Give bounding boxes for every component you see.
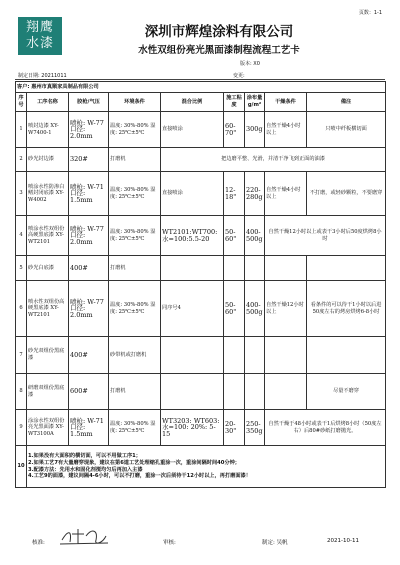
row-process: 研磨双组份黑底漆 [27, 374, 69, 410]
row-gun: 喷枪: W-77 口径: 2.0mm [69, 281, 109, 337]
row-gun: 喷枪: W-71 口径: 1.5mm [69, 172, 109, 216]
row-gun: 喷枪: W-77 口径: 2.0mm [69, 216, 109, 256]
row-dry-note: 自然干燥12小时以上或表干3小时后50度烘烤8小时 [265, 216, 386, 256]
row-env: 打磨机 [109, 148, 161, 172]
row-ratio: 直接喷涂 [161, 112, 224, 148]
row-viscosity: 60-70" [224, 112, 245, 148]
row-seq: 8 [16, 374, 27, 410]
notes-cell [27, 446, 386, 488]
row-seq: 1 [16, 112, 27, 148]
signature-image [58, 526, 110, 548]
table-row [16, 410, 386, 446]
header-dry: 干燥条件 [265, 93, 307, 112]
row-seq: 3 [16, 172, 27, 216]
table-row [16, 148, 386, 172]
header-divider [15, 79, 385, 80]
row-coverage: 300g [245, 112, 265, 148]
page-number: 页数：1-1 [358, 10, 382, 16]
row-note: 尽量不磨穿 [307, 374, 386, 410]
header-gun: 胶枪/气压 [69, 93, 109, 112]
row-note: 只喷中纤板横切面 [307, 112, 386, 148]
header-env: 环境条件 [109, 93, 161, 112]
logo-text-line2: 水漆 [25, 36, 54, 51]
header-viscosity: 施工粘度 [224, 93, 245, 112]
row-process: 喷涂水性防渗白鳝封闭底漆 XY-W4002 [27, 172, 69, 216]
table-row [16, 281, 386, 337]
row-seq: 4 [16, 216, 27, 256]
row-process: 砂光双组份黑底漆 [27, 337, 69, 374]
row-process: 喷水性双组份高硬黑底漆 XY-WT2101 [27, 281, 69, 337]
row-seq: 6 [16, 281, 27, 337]
row-gun: 400# [69, 256, 109, 281]
row-note: 看条件的可以待干1小时以后进50度左右的烤房烘烤6-8小时 [307, 281, 386, 337]
row-note: 不打磨，或轻砂颗粒，不要磨穿 [307, 172, 386, 216]
row-env: 打磨机 [109, 374, 161, 410]
approve-label: 核准: [32, 540, 45, 546]
row-gun: 喷枪: W-71 口径: 1.5mm [69, 410, 109, 446]
row-seq: 2 [16, 148, 27, 172]
row-ratio: WT3203: WT603: 水=100: 20%: 5-15 [161, 410, 224, 446]
row-env: 温度: 30%-80% 湿度: 25℃±5℃ [109, 281, 161, 337]
row-env: 砂带机或打磨机 [109, 337, 161, 374]
row-env: 温度: 30%-80% 湿度: 25℃±5℃ [109, 216, 161, 256]
table-row [16, 374, 386, 410]
row-viscosity: 50-60" [224, 281, 245, 337]
row-seq: 5 [16, 256, 27, 281]
note-line: 2.如果工艺7有大量磨穿现象，建议在第6道工艺处理缩孔重涂一次，重涂间隔时间40分钟； [28, 459, 240, 466]
logo-text-line1: 翔鹰 [25, 20, 54, 35]
header-seq: 序号 [16, 93, 27, 112]
row-merged-instruction: 把边磨平整、光滑，并清干净飞到正面的油漆 [161, 148, 386, 172]
row-seq: 7 [16, 337, 27, 374]
row-seq: 9 [16, 410, 27, 446]
note-line: 4.工艺9的面漆，建议间隔4-6小时，可以不打磨，重涂一次后须待干12小时以上，再打磨面漆！ [28, 473, 251, 480]
notes-seq: 10 [16, 446, 27, 488]
process-table [15, 81, 386, 488]
customer-name: 客户: 惠州市真顺家具制品有限公司 [16, 82, 386, 93]
row-dry: 自然干燥4小时以上 [265, 172, 307, 216]
row-env: 温度: 30%-80% 湿度: 25℃±5℃ [109, 410, 161, 446]
row-ratio: 直接喷涂 [161, 172, 224, 216]
table-row [16, 256, 386, 281]
table-header [16, 93, 386, 112]
row-coverage: 250-350g [245, 410, 265, 446]
note-line: 1.如果没有大面积的横切面，可以不用做工序1； [28, 453, 141, 460]
version-label: 版本: X0 [240, 61, 260, 67]
row-process: 砂光封边漆 [27, 148, 69, 172]
row-viscosity: 20-30" [224, 410, 245, 446]
row-viscosity: 50-60" [224, 216, 245, 256]
row-process: 喷封边漆 XY-W7400-1 [27, 112, 69, 148]
table-row [16, 337, 386, 374]
row-coverage: 400-500g [245, 216, 265, 256]
table-row [16, 112, 386, 148]
row-coverage: 220-280g [245, 172, 265, 216]
row-process: 涂涂水性双组份亮光黑面漆 XY-WT3100A [27, 410, 69, 446]
row-env: 温度: 30%-80% 湿度: 25℃±5℃ [109, 112, 161, 148]
row-dry: 自然干燥12小时以上 [265, 281, 307, 337]
table-row [16, 216, 386, 256]
customer-row [16, 82, 386, 93]
review-label: 审核: [163, 540, 176, 546]
row-env: 温度: 30%-80% 湿度: 25℃±5℃ [109, 172, 161, 216]
header-process: 工序名称 [27, 93, 69, 112]
row-ratio: 同序号4 [161, 281, 224, 337]
row-process: 喷涂水性双组份高硬黑底漆 XY-WT2101 [27, 216, 69, 256]
table-row [16, 172, 386, 216]
header-ratio: 混合比例 [161, 93, 224, 112]
row-process: 砂光白底漆 [27, 256, 69, 281]
row-ratio: WT2101:WT700:水=100:5.5-20 [161, 216, 224, 256]
row-env: 打磨机 [109, 256, 161, 281]
notes-row [16, 446, 386, 488]
row-viscosity: 12-18" [224, 172, 245, 216]
company-name: 深圳市辉煌涂料有限公司 [144, 24, 294, 40]
row-dry: 自然干燥4小时以上 [265, 112, 307, 148]
header-coverage: 涂布量g/m² [245, 93, 265, 112]
row-gun: 320# [69, 148, 109, 172]
note-line: 3.配漆方法：先用水和固化剂搅均匀后再加入主漆 [28, 466, 143, 473]
creation-date: 制定日期: 20211011 [18, 73, 67, 79]
row-coverage: 400-500g [245, 281, 265, 337]
row-gun: 600# [69, 374, 109, 410]
footer-date: 2021-10-11 [327, 538, 359, 544]
row-dry-note: 自然干燥于48小时或表干1后烘烤8小时（50度左右）后80#砂纸打磨抛光。 [265, 410, 386, 446]
row-gun: 400# [69, 337, 109, 374]
change-label: 变更: [233, 73, 245, 79]
row-gun: 喷枪: W-77 口径: 2.0mm [69, 112, 109, 148]
maker-label: 制定: 吴帆 [262, 540, 288, 546]
header-note: 備注 [307, 93, 386, 112]
document-title: 水性双组份亮光黑面漆制程流程工艺卡 [138, 45, 300, 56]
